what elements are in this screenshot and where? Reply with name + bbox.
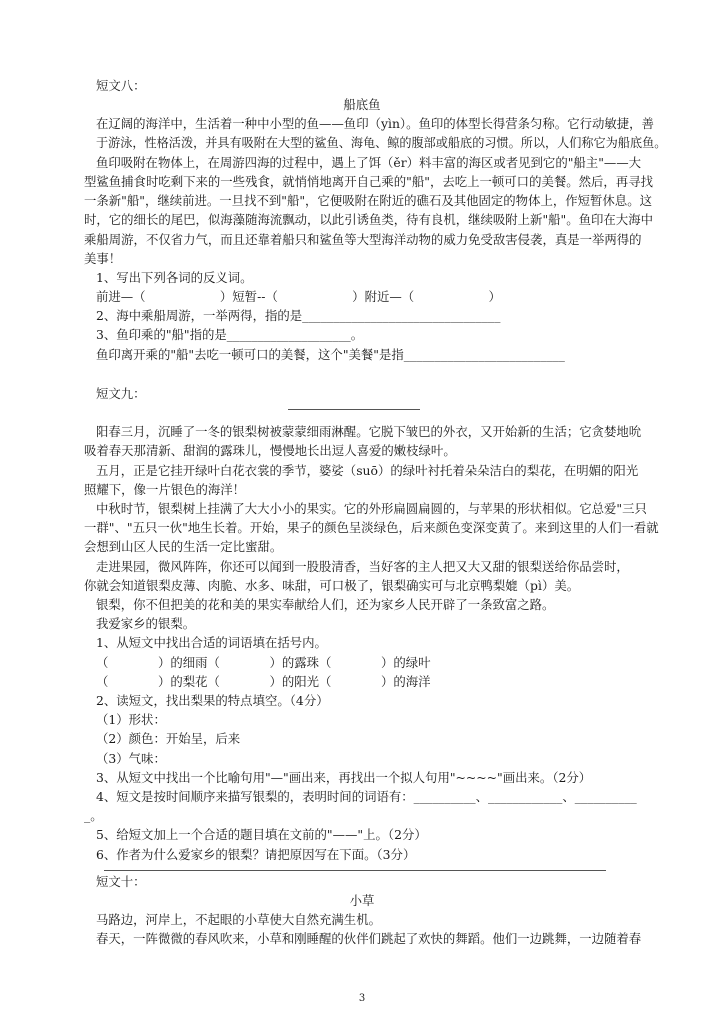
s9-para-line: 你就会知道银梨皮薄、肉脆、水多、味甜，可口极了，银梨确实可与北京鸭梨媲（pì）美。 bbox=[84, 578, 580, 593]
s8-question-3: 3、鱼印乘的"船"指的是____________________。 bbox=[96, 327, 364, 342]
s9-para-line: 我爱家乡的银梨。 bbox=[96, 616, 196, 631]
s9-question-6: 6、作者为什么爱家乡的银梨？请把原因写在下面。（3分） bbox=[96, 847, 416, 862]
s8-question-1: 1、写出下列各词的反义词。 bbox=[96, 270, 253, 285]
s9-question-2-color: （2）颜色：开始呈，后来 bbox=[96, 731, 241, 746]
section-10-heading: 短文十： bbox=[96, 874, 146, 889]
s9-question-3: 3、从短文中找出一个比喻句用"—"画出来，再找出一个拟人句用"~~~~"画出来。（2分） bbox=[96, 770, 592, 785]
section-8-heading: 短文八： bbox=[96, 78, 146, 93]
s8-para-line: 乘船周游，不仅省力气，而且还靠着船只和鲨鱼等大型海洋动物的威力免受敌害侵袭，真是一举两得的 bbox=[84, 232, 642, 247]
s9-question-2-shape: （1）形状： bbox=[96, 712, 166, 727]
answer-line bbox=[104, 870, 606, 871]
s9-para-line: 吸着春天那清新、甜润的露珠儿，慢慢地长出逗人喜爱的嫩枝绿叶。 bbox=[84, 443, 456, 458]
s9-question-4-tail: _。 bbox=[84, 808, 103, 823]
s8-para-line: 在辽阔的海洋中，生活着一种中小型的鱼——鱼印（yìn）。鱼印的体型长得营条匀称。它行动敏捷，善 bbox=[96, 116, 654, 131]
s8-question-2: 2、海中乘船周游，一举两得，指的是________________________________ bbox=[96, 308, 501, 323]
s9-para-line: 一群"、"五只一伙"地生长着。开始，果子的颜色呈淡绿色，后来颜色变深变黄了。来到这里的人们一看就 bbox=[84, 520, 659, 535]
s9-question-2-smell: （3）气味： bbox=[96, 751, 166, 766]
s8-para-line: 型鲨鱼捕食时吃剩下来的一些残食，就悄悄地离开自己乘的"船"，去吃上一顿可口的美餐。然后，再寻找 bbox=[84, 174, 653, 189]
s9-question-1-row-a: （ ）的细雨（ ）的露珠（ ）的绿叶 bbox=[96, 655, 431, 670]
s9-para-line: 照耀下，像一片银色的海洋！ bbox=[84, 482, 246, 497]
s9-question-1: 1、从短文中找出合适的词语填在括号内。 bbox=[96, 635, 327, 650]
s9-question-5: 5、给短文加上一个合适的题目填在文前的"——"上。（2分） bbox=[96, 827, 427, 842]
s8-para-line: 鱼印吸附在物体上，在周游四海的过程中，遇上了饵（ěr）料丰富的海区或者见到它的"船主"——大 bbox=[96, 155, 642, 170]
section-10-title: 小草 bbox=[349, 893, 375, 908]
s9-para-line: 阳春三月，沉睡了一冬的银梨树被蒙蒙细雨淋醒。它脱下皱巴的外衣，又开始新的生活；它贪婪地吮 bbox=[96, 424, 642, 439]
s9-question-2: 2、读短文，找出梨果的特点填空。（4分） bbox=[96, 693, 329, 708]
s8-question-4: 鱼印离开乘的"船"去吃一顿可口的美餐，这个"美餐"是指__________________________ bbox=[96, 347, 565, 362]
s8-para-line: 美事！ bbox=[84, 251, 122, 266]
s9-para-line: 中秋时节，银梨树上挂满了大大小小的果实。它的外形扁圆扁圆的，与苹果的形状相似。它总爱"三只 bbox=[96, 501, 647, 516]
page-number: 3 bbox=[358, 993, 366, 1004]
section-8-title: 船底鱼 bbox=[343, 97, 381, 112]
s10-para-line: 马路边，河岸上，不起眼的小草使大自然充满生机。 bbox=[96, 912, 381, 927]
s9-question-1-row-b: （ ）的梨花（ ）的阳光（ ）的海洋 bbox=[96, 674, 431, 689]
s8-question-1-blanks: 前进—（ ）短暂--（ ）附近—（ ） bbox=[96, 289, 501, 304]
s9-para-line: 走进果园，微风阵阵，你还可以闻到一股股清香，当好客的主人把又大又甜的银梨送给你品尝时， bbox=[96, 559, 629, 574]
s8-para-line: 一条新"船"，继续前进。一旦找不到"船"，它便吸附在附近的礁石及其他固定的物体上，作短暂休息。这 bbox=[84, 193, 652, 208]
s9-question-4: 4、短文是按时间顺序来描写银梨的，表明时间的词语有：__________、____________、__________ bbox=[96, 789, 637, 804]
s9-para-line: 五月，正是它挂开绿叶白花衣裳的季节，婆娑（suō）的绿叶衬托着朵朵洁白的梨花，在明媚的阳光 bbox=[96, 463, 639, 478]
title-blank-line bbox=[288, 409, 420, 410]
s9-para-line: 会想到山区人民的生活一定比蜜甜。 bbox=[84, 539, 283, 554]
s8-para-line: 于游泳，性格活泼，并具有吸附在大型的鲨鱼、海龟、鲸的腹部或船底的习惯。所以，人们称它为船底鱼。 bbox=[96, 135, 667, 150]
s9-para-line: 银梨，你不但把美的花和美的果实奉献给人们，还为家乡人民开辟了一条致富之路。 bbox=[96, 597, 555, 612]
section-9-heading: 短文九： bbox=[96, 386, 146, 401]
s10-para-line: 春天，一阵微微的春风吹来，小草和刚睡醒的伙伴们跳起了欢快的舞蹈。他们一边跳舞，一边随着春 bbox=[96, 931, 642, 946]
s8-para-line: 时，它的细长的尾巴，似海藻随海流飘动，以此引诱鱼类，待有良机，继续吸附上新"船"。鱼印在大海中 bbox=[84, 212, 653, 227]
